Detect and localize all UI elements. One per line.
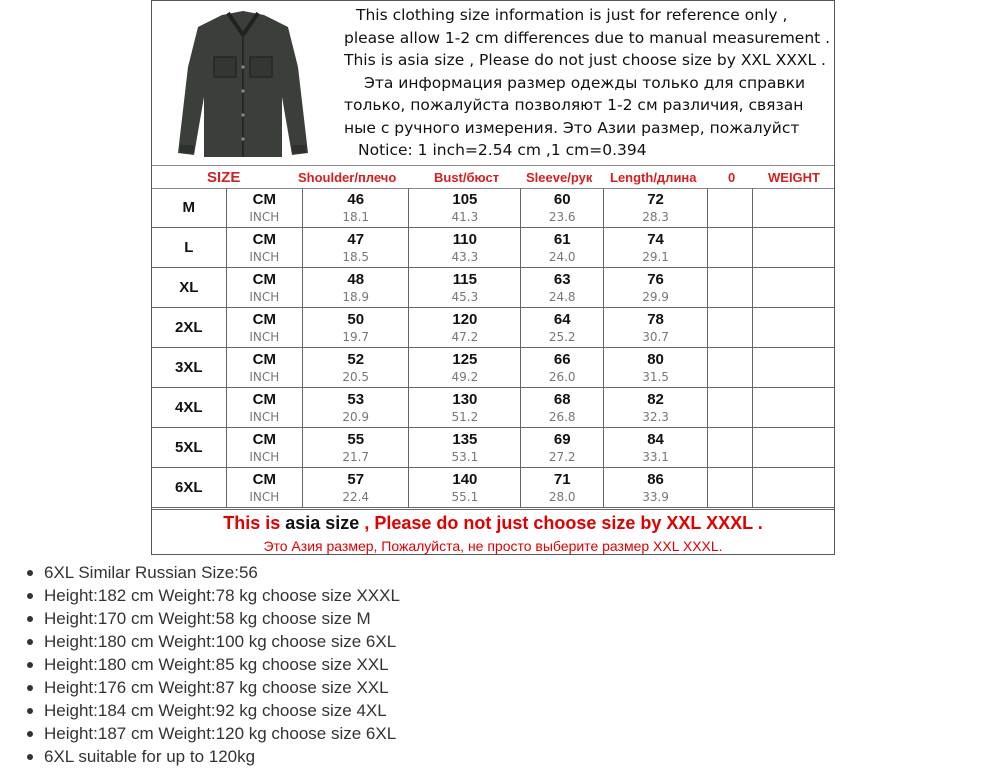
unit-cell xyxy=(226,308,303,348)
inch-value: 18.5 xyxy=(342,250,370,264)
empty-cell xyxy=(708,188,753,228)
measure-cell xyxy=(603,228,707,268)
inch-value: 28.0 xyxy=(548,490,576,504)
unit-cell xyxy=(226,348,303,388)
list-item: Height:187 cm Weight:120 kg choose size 6XL xyxy=(44,722,400,745)
inch-value: 32.3 xyxy=(642,410,669,424)
col-bust: Bust/бюст xyxy=(434,170,500,185)
unit-inch: INCH xyxy=(249,290,280,304)
inch-value: 18.9 xyxy=(342,290,370,304)
size-label: 4XL xyxy=(152,388,226,428)
inch-value: 25.2 xyxy=(548,330,576,344)
inch-value: 45.3 xyxy=(451,290,479,304)
inch-value: 26.0 xyxy=(548,370,576,384)
weight-cell xyxy=(752,308,834,348)
notice-line: please allow 1-2 cm differences due to manual measurement . xyxy=(344,28,831,47)
measure-cell xyxy=(303,468,409,508)
inch-value: 26.8 xyxy=(548,410,576,424)
empty-cell xyxy=(708,428,753,468)
cm-value: 86 xyxy=(647,471,664,488)
size-label: M xyxy=(152,188,226,228)
inch-value: 49.2 xyxy=(451,370,479,384)
inch-value: 41.3 xyxy=(451,210,479,224)
table-row xyxy=(152,468,834,508)
inch-value: 23.6 xyxy=(548,210,576,224)
measure-cell xyxy=(603,308,707,348)
unit-inch: INCH xyxy=(249,250,280,264)
cm-value: 135 xyxy=(452,431,478,448)
measure-cell xyxy=(603,428,707,468)
list-item: Height:184 cm Weight:92 kg choose size 4XL xyxy=(44,699,400,722)
cm-value: 60 xyxy=(553,191,571,208)
weight-cell xyxy=(752,228,834,268)
measure-cell xyxy=(521,268,603,308)
size-chart xyxy=(151,0,835,555)
table-row xyxy=(152,428,834,468)
inch-value: 22.4 xyxy=(342,490,370,504)
cm-value: 72 xyxy=(647,191,664,208)
measure-cell xyxy=(409,348,521,388)
cm-value: 125 xyxy=(452,351,478,368)
list-item: 6XL suitable for up to 120kg xyxy=(44,745,400,768)
notice-line: только, пожалуйста позволяют 1-2 см различия, связан xyxy=(344,96,804,114)
unit-cm: CM xyxy=(252,311,276,328)
cm-value: 78 xyxy=(647,311,664,328)
size-notes-list xyxy=(0,561,400,768)
col-zero: 0 xyxy=(728,170,736,185)
inch-value: 31.5 xyxy=(642,370,669,384)
inch-value: 18.1 xyxy=(342,210,370,224)
list-item: Height:180 cm Weight:85 kg choose size XXL xyxy=(44,653,400,676)
empty-cell xyxy=(708,468,753,508)
col-sleeve: Sleeve/рук xyxy=(526,170,593,185)
cm-value: 52 xyxy=(347,351,365,368)
weight-cell xyxy=(752,468,834,508)
inch-value: 28.3 xyxy=(642,210,669,224)
table-row xyxy=(152,228,834,268)
warning-part: , Please do not just choose size by XXL XXXL . xyxy=(359,513,763,533)
inch-value: 27.2 xyxy=(548,450,576,464)
measure-cell xyxy=(303,268,409,308)
table-row xyxy=(152,388,834,428)
size-notice xyxy=(344,4,834,162)
cm-value: 64 xyxy=(553,311,571,328)
cm-value: 55 xyxy=(347,431,365,448)
cm-value: 115 xyxy=(452,271,477,288)
unit-cm: CM xyxy=(252,271,276,288)
unit-cm: CM xyxy=(252,351,276,368)
cm-value: 84 xyxy=(647,431,664,448)
unit-inch: INCH xyxy=(249,370,280,384)
cm-value: 80 xyxy=(647,351,664,368)
table-row xyxy=(152,308,834,348)
cm-value: 63 xyxy=(553,271,571,288)
unit-cell xyxy=(226,388,303,428)
list-item: Height:170 cm Weight:58 kg choose size M xyxy=(44,607,400,630)
col-shoulder: Shoulder/плечо xyxy=(298,170,397,185)
measure-cell xyxy=(521,308,603,348)
list-item: Height:180 cm Weight:100 kg choose size 6XL xyxy=(44,630,400,653)
inch-value: 33.1 xyxy=(642,450,669,464)
cm-value: 82 xyxy=(647,391,664,408)
measure-cell xyxy=(409,228,521,268)
notice-line: Notice: 1 inch=2.54 cm ,1 cm=0.394 xyxy=(358,141,647,159)
cm-value: 66 xyxy=(553,351,571,368)
inch-value: 20.5 xyxy=(342,370,370,384)
measure-cell xyxy=(521,228,603,268)
notice-line: ные с ручного измерения. Это Азии размер, пожалуйст xyxy=(344,118,800,137)
inch-value: 20.9 xyxy=(342,410,370,424)
list-item: Height:176 cm Weight:87 kg choose size XXL xyxy=(44,676,400,699)
empty-cell xyxy=(708,308,753,348)
measure-cell xyxy=(603,268,707,308)
notice-line: This clothing size information is just for reference only , xyxy=(356,6,788,24)
table-row xyxy=(152,188,834,228)
measure-cell xyxy=(603,188,707,228)
inch-value: 29.1 xyxy=(642,250,669,264)
unit-cm: CM xyxy=(252,231,276,248)
measure-cell xyxy=(603,388,707,428)
measure-cell xyxy=(303,228,409,268)
cm-value: 46 xyxy=(347,191,365,208)
cm-value: 74 xyxy=(647,231,664,248)
size-table xyxy=(152,188,834,508)
size-label: 2XL xyxy=(152,308,226,348)
weight-cell xyxy=(752,188,834,228)
size-label: L xyxy=(152,228,226,268)
cm-value: 53 xyxy=(347,391,365,408)
unit-cm: CM xyxy=(252,431,276,448)
notice-line: This is asia size , Please do not just choose size by XXL XXXL . xyxy=(344,51,826,69)
measure-cell xyxy=(409,188,521,228)
cm-value: 48 xyxy=(347,271,365,288)
list-item: 6XL Similar Russian Size:56 xyxy=(44,561,400,584)
unit-cm: CM xyxy=(252,191,276,208)
measure-cell xyxy=(409,388,521,428)
weight-cell xyxy=(752,348,834,388)
col-size: SIZE xyxy=(207,169,241,186)
inch-value: 24.0 xyxy=(548,250,576,264)
measure-cell xyxy=(521,348,603,388)
measure-cell xyxy=(603,468,707,508)
cm-value: 47 xyxy=(347,231,365,248)
cm-value: 69 xyxy=(553,431,571,448)
measure-cell xyxy=(409,268,521,308)
cm-value: 61 xyxy=(553,231,571,248)
measure-cell xyxy=(521,468,603,508)
table-row xyxy=(152,348,834,388)
size-label: XL xyxy=(152,268,226,308)
unit-cell xyxy=(226,188,303,228)
warning-part: asia size xyxy=(285,513,360,533)
inch-value: 51.2 xyxy=(451,410,479,424)
unit-inch: INCH xyxy=(249,210,280,224)
weight-cell xyxy=(752,268,834,308)
cm-value: 130 xyxy=(452,391,478,408)
measure-cell xyxy=(303,188,409,228)
inch-value: 24.8 xyxy=(548,290,576,304)
warning-russian: Это Азия размер, Пожалуйста, не просто выберите размер XXL XXXL. xyxy=(263,538,723,554)
measure-cell xyxy=(409,308,521,348)
list-item: Height:182 cm Weight:78 kg choose size XXXL xyxy=(44,586,400,605)
weight-cell xyxy=(752,388,834,428)
asia-size-warning xyxy=(152,509,834,556)
weight-cell xyxy=(752,428,834,468)
unit-cell xyxy=(226,468,303,508)
inch-value: 21.7 xyxy=(342,450,370,464)
measure-cell xyxy=(521,428,603,468)
warning-english xyxy=(152,513,834,534)
empty-cell xyxy=(708,348,753,388)
inch-value: 43.3 xyxy=(451,250,479,264)
cm-value: 68 xyxy=(553,391,571,408)
unit-inch: INCH xyxy=(249,490,280,504)
chart-header xyxy=(152,1,834,166)
measure-cell xyxy=(409,428,521,468)
measure-cell xyxy=(409,468,521,508)
col-weight: WEIGHT xyxy=(768,170,820,185)
size-label: 5XL xyxy=(152,428,226,468)
empty-cell xyxy=(708,228,753,268)
cm-value: 76 xyxy=(647,271,664,288)
unit-inch: INCH xyxy=(249,410,280,424)
table-row xyxy=(152,268,834,308)
measure-cell xyxy=(303,348,409,388)
inch-value: 33.9 xyxy=(642,490,669,504)
empty-cell xyxy=(708,388,753,428)
unit-inch: INCH xyxy=(249,450,280,464)
measure-cell xyxy=(303,428,409,468)
inch-value: 47.2 xyxy=(451,330,479,344)
unit-cm: CM xyxy=(252,391,276,408)
unit-cm: CM xyxy=(252,471,276,488)
unit-cell xyxy=(226,428,303,468)
inch-value: 19.7 xyxy=(342,330,370,344)
size-label: 6XL xyxy=(152,468,226,508)
measure-cell xyxy=(303,388,409,428)
unit-cell xyxy=(226,268,303,308)
cm-value: 57 xyxy=(347,471,365,488)
cm-value: 110 xyxy=(452,231,477,248)
measure-cell xyxy=(303,308,409,348)
cm-value: 105 xyxy=(452,191,478,208)
cm-value: 71 xyxy=(553,471,571,488)
shirt-image xyxy=(170,7,316,161)
col-length: Length/длина xyxy=(610,170,697,185)
cm-value: 140 xyxy=(452,471,478,488)
inch-value: 53.1 xyxy=(451,450,479,464)
warning-part: This is xyxy=(223,513,286,533)
measure-cell xyxy=(603,348,707,388)
measure-cell xyxy=(521,388,603,428)
cm-value: 120 xyxy=(452,311,478,328)
column-headers xyxy=(152,166,834,189)
inch-value: 55.1 xyxy=(451,490,479,504)
unit-inch: INCH xyxy=(249,330,280,344)
size-label: 3XL xyxy=(152,348,226,388)
cm-value: 50 xyxy=(347,311,365,328)
inch-value: 30.7 xyxy=(642,330,669,344)
unit-cell xyxy=(226,228,303,268)
measure-cell xyxy=(521,188,603,228)
empty-cell xyxy=(708,268,753,308)
inch-value: 29.9 xyxy=(642,290,669,304)
notice-line: Эта информация размер одежды только для справки xyxy=(364,73,806,92)
